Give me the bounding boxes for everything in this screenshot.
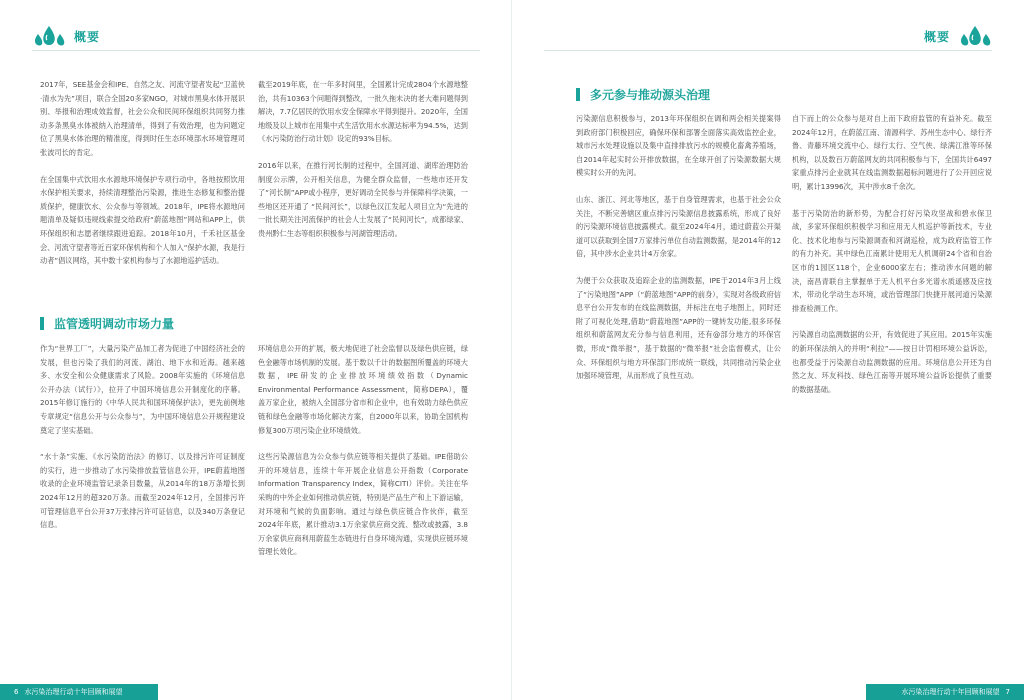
section-heading-market [40,315,174,332]
paragraph: 在全国集中式饮用水水源地环境保护专项行动中，各地按照饮用水保护相关要求，持续清理整治污染源，推进生态修复和整治提质保护，健康饮水、公众参与等领域。2018年，IPE将水源地问题清单及疑似违规线索提交给政府“蔚蓝地图”网站和APP上，供环保组织和志愿者继续跟进追踪。2018年10月，千禾社区基金会、河流守望者等近百家环保机构和个人加入“保护水源，我是行动者”倡议网络，其中数十家机构参与了水源地巡护活动。 [40,174,245,266]
text-column-4 [792,112,992,396]
water-drop-icon [958,25,992,47]
paragraph: 基于污染防治的新形势，为配合打好污染攻坚战和碧水保卫战，多家环保组织积极学习和应用无人机巡护等新技术，专业化、技术化地参与污染源调查和河湖巡检，成为政府监管工作的有力补充。其中绿色江南累计使用无人机调研24个省和自治区市的1园区118个，企业6000家左右；推动涉水问题的解决，南昌青联自主掌握单于无人机平台多光谱水质遥感及应技术，带动化学动生态环境，或治管理部门快捷开展河道污染源排查检测工作。 [792,208,992,313]
left-footer [0,684,158,700]
paragraph: 2016年以来，在推行河长制的过程中，全国河道、湖库治理防治制度公示牌，公开相关信息，为健全群众监督，一些地市还开发了“河长制”APP或小程序，更好调动全民参与并保障科学决策，一些地区还开通了 “民间河长”，以绿色汉江发起人项目立为“先进的一批长期关注河流保护的社会人士发展了“民间河长”，成都绿家、贵州黔仁生态等组织积极参与河湖管理活动。 [258,160,468,238]
section-title: 监管透明调动市场力量 [54,317,175,331]
text-column-2b [258,342,468,559]
right-page [512,0,1024,700]
text-column-3 [576,112,781,383]
right-footer [866,684,1024,700]
paragraph: 山东、浙江、河北等地区，基于自身管理需求，也基于社会公众关注，不断完善辖区重点排污污染源信息披露系统，形成了良好的污染源环境信息披露模式。截至2024年4月，通过蔚蓝公开渠道可以获取到全国7万家排污单位自动监测数据，是2014年的12倍，其中涉水企业共计4万余家。 [576,194,781,259]
page-number: 6 [14,688,19,696]
text-column-1b [258,78,468,241]
page-title: 概要 [74,29,101,44]
section-bar [40,317,44,330]
paragraph: 这些污染源信息为公众参与供应链等相关提供了基础。IPE借助公开的环境信息，连续十年开展企业信息公开指数（Corporate Information Transparency Index，简称CITI）评价。关注在华采购的中外企业如何推动供应链，特别是产品生产和上下游运输，对环境和气候的负面影响。通过与绿色供应链合作伙伴，截至2024年年底，累计推动3.1万余家供应商交流、整改或披露，3.8万余家供应商利用蔚蓝生态链进行自身环境沟通，实现供应链环境管理长效化。 [258,452,468,557]
paragraph: 自下而上的公众参与是对自上而下政府监管的有益补充。截至2024年12月，在蔚蓝江南、清源科学、苏州生态中心、绿行齐鲁、青藤环境交流中心、绿行太行、空气侠、绿满江淮等环保机构，以及数百万蔚蓝网友的共同积极参与下，全国共计6497家重点排污企业就其在线监测数据超标问题进行了公开回应说明，累计13996次，其中涉水8千余次。 [792,114,992,191]
paragraph: 2017年，SEE基金会和IPE、自然之友、河流守望者发起“卫蓝侠·清水为先”项目，联合全国20多家NGO，对城市黑臭水体开展识别、举报和治理成效监督，社会公众和民间环保组织共同努力推动多条黑臭水体被纳入治理清单，得到了有效治理，也为问题定位了黑臭水体治理的精准度，得到时任生态环境部水环境管理司张波司长的肯定。 [40,80,245,157]
section-title: 多元参与推动源头治理 [590,88,711,102]
header-divider [32,50,480,51]
right-header [924,25,992,47]
paragraph: 截至2019年底，在一年多时间里，全国累计完成2804个水源地整治，共有10363个问题得到整改，一批久拖未决的老大难问题得到解决，7.7亿居民的饮用水安全保障水平得到提升。2020年，全国地级及以上城市在用集中式生活饮用水水源达标率为94.5%，达到《水污染防治行动计划》设定的93%目标。 [258,80,468,144]
text-column-2a [40,342,245,532]
page-title: 概要 [923,29,950,44]
paragraph: 作为“世界工厂”，大量污染产品加工者为促进了中国经济社会的发展，但也污染了我们的河流、湖泊、地下水和近海。越来越多、水安全和公众健康需求了风险。2008年实施的《环境信息公开办法（试行）》，拉开了中国环境信息公开制度化的序幕。2015年修订施行的《中华人民共和国环境保护法》，更先前例地专章规定“信息公开与公众参与”，为中国环境信息公开规程建设奠定了坚实基础。 [40,344,245,435]
paragraph: 污染源自动监测数据的公开，有效促进了其应用。2015年实施的新环保法纳入的并明“利拉”——按日计罚相环境公益诉讼，也都受益于污染源自动监测数据的应用。环境信息公开还为自然之友、环友科技、绿色江南等开展环境公益诉讼提供了重要的数据基础。 [792,330,992,394]
paragraph: 为便于公众获取及追踪企业的监测数据，IPE于2014年3月上线了“污染地图”APP（“蔚蓝地图”APP的前身），实现对各级政府信息平台公开发布的在线监测数据，并标注在电子地图上，同时还附了可视化处理,借助“蔚蓝地图”APP的一键转发功能,很多环保组织和蔚蓝网友充分参与信息利用，还有@部分地方的环保官微，形成“微举报”，基于数据的“微举报”社会监督模式，让公众、环保组织与地方环保部门形成统一联线，共同推动污染企业加强环境管理，从而形成了良性互动。 [576,275,781,381]
paragraph: 污染源信息积极参与，2013年环保组织在调和两会相关提案得到政府部门积极回应，确保环保和部署全面落实高效监控企业，城市污水处理设施以及集中直排排放污水的规模化畜禽养殖场，自2014年起实时公开排放数据，在全球开创了污染源数据大规模实时公开的先河。 [576,114,781,178]
paragraph: “水十条”实施、《水污染防治法》的修订、以及排污许可证制度的实行，进一步推动了水污染排放监管信息公开，IPE蔚蓝地图收录的企业环境监管记录条目数量，从2014年的18万条增长到2024年12月的超320万条。而截至2024年12月，全国排污许可管理信息平台公开37万张排污许可证信息，以及340万条登记信息。 [40,452,245,530]
left-header [32,25,100,47]
section-bar [576,88,580,101]
footer-title: 水污染治理行动十年回顾和展望 [901,688,1000,696]
section-heading-source [576,86,710,103]
paragraph: 环境信息公开的扩展，极大地促进了社会监督以及绿色供应链，绿色金融等市场机制的发展。基于数以千计的数据图所覆盖的环境大数据，IPE研发的企业排放环境绩效指数（Dynamic Environmental Performance Assessment，简称DEPA），覆盖万家企业，被纳入全国部分省市和企业中，也有效助力绿色供应链和绿色金融等市场化解决方案，自2000年以来，协助全国机构修复300万项污染企业环境绩效。 [258,344,468,435]
text-column-1a [40,78,245,268]
page-number: 7 [1005,688,1010,696]
header-divider [544,50,992,51]
water-drop-icon [32,25,66,47]
footer-title: 水污染治理行动十年回顾和展望 [24,688,123,696]
